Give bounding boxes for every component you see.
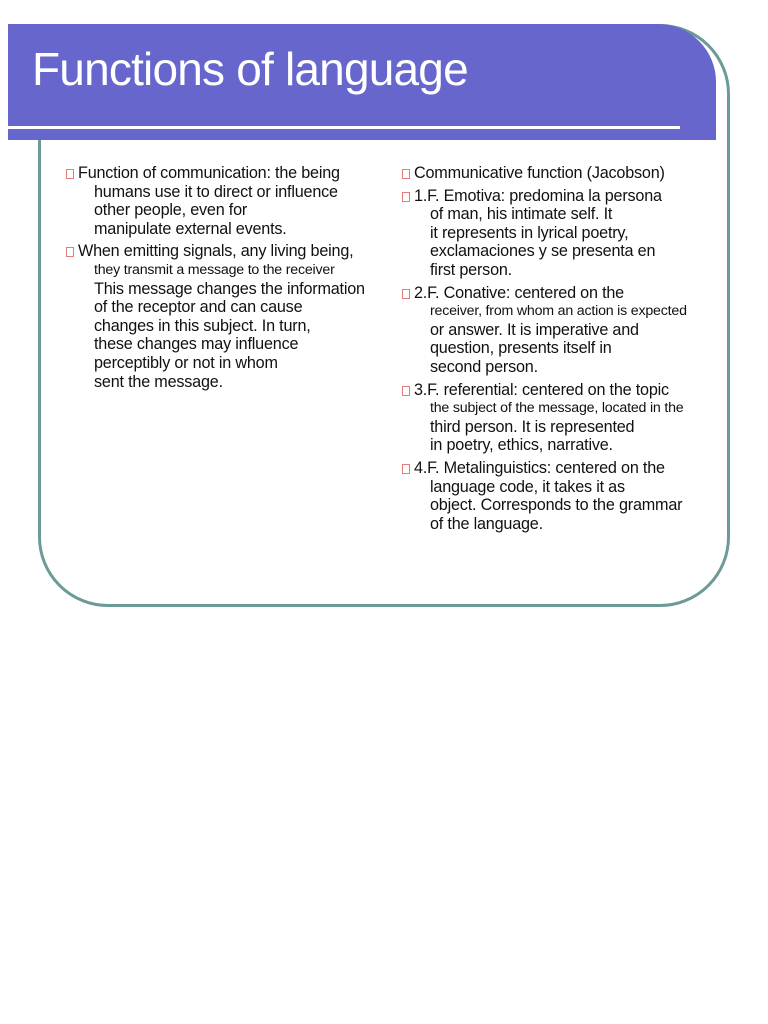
bullet-text: Function of communication: the being xyxy=(78,164,340,182)
square-bullet-icon xyxy=(66,247,74,257)
bullet-item xyxy=(402,459,728,533)
bullet-line xyxy=(402,284,728,303)
bullet-line: other people, even for xyxy=(94,201,248,220)
square-bullet-icon xyxy=(402,289,410,299)
bullet-item xyxy=(66,242,392,391)
bullet-item xyxy=(402,381,728,455)
bullet-line xyxy=(402,187,728,206)
bullet-line: or answer. It is imperative and xyxy=(430,320,639,339)
bullet-line xyxy=(402,459,728,478)
bullet-line xyxy=(66,164,392,183)
bullet-line: the subject of the message, located in the xyxy=(430,400,684,417)
bullet-text: 3.F. referential: centered on the topic xyxy=(414,380,669,399)
bullet-line: these changes may influence xyxy=(94,335,299,354)
bullet-text: Communicative function (Jacobson) xyxy=(414,164,665,182)
square-bullet-icon xyxy=(66,169,74,179)
bullet-line: exclamaciones y se presenta en xyxy=(430,242,656,261)
bullet-line: humans use it to direct or influence xyxy=(94,182,338,201)
bullet-line xyxy=(66,242,392,261)
bullet-line: of the language. xyxy=(430,514,543,533)
bullet-line: they transmit a message to the receiver xyxy=(94,261,335,278)
bullet-item xyxy=(402,187,728,280)
bullet-line: first person. xyxy=(430,260,512,279)
left-column xyxy=(66,164,392,395)
bullet-line xyxy=(402,381,728,400)
bullet-line: in poetry, ethics, narrative. xyxy=(430,436,613,455)
bullet-line: This message changes the information xyxy=(94,279,365,298)
bullet-line: second person. xyxy=(430,357,538,376)
bullet-line: sent the message. xyxy=(94,372,223,391)
bullet-line: third person. It is represented xyxy=(430,417,635,436)
bullet-line: language code, it takes it as xyxy=(430,477,625,496)
bullet-line xyxy=(402,164,728,183)
bullet-text: 4.F. Metalinguistics: centered on the xyxy=(414,458,665,477)
bullet-item xyxy=(66,164,392,238)
bullet-line: of man, his intimate self. It xyxy=(430,205,613,224)
bullet-item xyxy=(402,164,728,183)
bullet-line: question, presents itself in xyxy=(430,339,612,358)
slide-title: Functions of language xyxy=(32,43,468,95)
bullet-line: changes in this subject. In turn, xyxy=(94,316,311,335)
bullet-text: 2.F. Conative: centered on the xyxy=(414,283,624,302)
bullet-line: object. Corresponds to the grammar xyxy=(430,496,683,515)
bullet-line: perceptibly or not in whom xyxy=(94,353,278,372)
square-bullet-icon xyxy=(402,386,410,396)
right-column xyxy=(402,164,728,537)
bullet-line: manipulate external events. xyxy=(94,219,287,238)
bullet-line: of the receptor and can cause xyxy=(94,298,303,317)
bullet-text: When emitting signals, any living being, xyxy=(78,242,354,261)
bullet-line: it represents in lyrical poetry, xyxy=(430,223,629,242)
square-bullet-icon xyxy=(402,169,410,179)
title-divider xyxy=(8,126,680,129)
square-bullet-icon xyxy=(402,464,410,474)
square-bullet-icon xyxy=(402,192,410,202)
bullet-item xyxy=(402,284,728,377)
bullet-text: 1.F. Emotiva: predomina la persona xyxy=(414,186,662,205)
bullet-line: receiver, from whom an action is expected xyxy=(430,303,687,320)
